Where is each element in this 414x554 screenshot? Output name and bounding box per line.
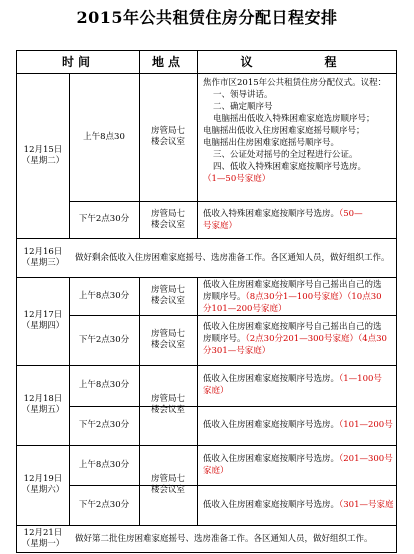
date-label: 12月17日	[23, 310, 63, 320]
agenda-highlight: 家庭）	[203, 466, 229, 476]
header-agenda: 议 程	[240, 54, 353, 69]
date-dec-18	[17, 365, 69, 445]
agenda-line: 四、低收入特殊困难家庭按顺序号选房。	[213, 162, 367, 172]
agenda-text: 低收入住房困难家庭按顺序号自己摇出自己的选	[203, 280, 382, 290]
time-dec19-am: 上午8点30分	[78, 459, 130, 470]
weekday-label: （星期四）	[21, 321, 65, 331]
schedule-table	[16, 50, 397, 553]
agenda-dec16: 做好剩余低收入住房困难家庭摇号、选房准备工作。各区通知人员，做好组织工作。	[75, 253, 390, 263]
agenda-text: 低收入住房困难家庭按顺序号选房。	[203, 420, 340, 430]
date-label: 12月18日	[23, 394, 63, 404]
agenda-dec18-am	[203, 373, 393, 397]
place-dec15-pm: 房管局七楼会议室	[150, 208, 185, 230]
time-dec15-am: 上午8点30	[83, 131, 125, 142]
agenda-line: 三、公证处对摇号的全过程进行公证。	[213, 150, 358, 160]
agenda-text: 低收入住房困难家庭按顺序号选房。	[203, 500, 340, 510]
agenda-text: 房顺序号。	[203, 292, 246, 302]
agenda-dec21: 做好第二批住房困难家庭摇号、选房准备工作。各区通知人员，做好组织工作。	[75, 534, 373, 544]
time-dec17-pm: 下午2点30分	[78, 334, 130, 345]
agenda-line: 二、确定顺序号	[213, 102, 273, 112]
page-title: 2015年公共租赁住房分配日程安排	[76, 8, 338, 27]
date-dec-15	[17, 73, 69, 238]
agenda-line: 一、领导讲话。	[213, 90, 273, 100]
agenda-highlight: 分101—200号家庭）	[203, 304, 287, 314]
agenda-dec15-pm	[203, 208, 393, 232]
agenda-highlight: （1—50号家庭）	[203, 174, 271, 184]
col-divider	[197, 51, 198, 238]
date-dec-21	[17, 525, 69, 552]
agenda-highlight: （8点30分1—100号家庭）（10点30	[245, 292, 382, 302]
header-time: 时间	[61, 54, 94, 69]
place-dec17-am: 房管局七楼会议室	[150, 285, 185, 306]
time-dec18-am: 上午8点30分	[78, 380, 130, 390]
time-dec15-pm: 下午2点30分	[78, 214, 130, 224]
agenda-highlight: 号家庭）	[203, 221, 238, 231]
date-dec-19	[17, 445, 69, 525]
agenda-text: 房顺序号。	[203, 334, 246, 344]
date-label: 12月16日	[23, 246, 63, 257]
col-divider	[197, 277, 198, 525]
row-divider	[17, 525, 396, 526]
header-place: 地点	[151, 54, 184, 69]
agenda-text: 低收入住房困难家庭按顺序号自己摇出自己的选	[203, 322, 382, 332]
weekday-label: （星期五）	[21, 405, 65, 415]
agenda-highlight: （2点30分201—300号家庭）（4点30	[245, 334, 387, 344]
agenda-dec19-am	[203, 453, 393, 477]
date-dec-17	[17, 277, 69, 365]
row-divider	[17, 238, 396, 239]
place-dec15-am: 房管局七楼会议室	[150, 126, 185, 147]
agenda-line: 焦作市区2015年公共租赁住房分配仪式。议程：	[203, 78, 387, 88]
weekday-label: （星期一）	[21, 538, 65, 549]
agenda-highlight: 家庭）	[203, 386, 229, 396]
place-dec19: 房管局七楼会议室	[150, 474, 185, 495]
agenda-dec15-am	[203, 77, 393, 185]
time-dec17-am: 上午8点30分	[78, 290, 130, 301]
agenda-highlight: （1—100号	[339, 374, 382, 384]
date-label: 12月19日	[23, 474, 63, 484]
agenda-text: 低收入住房困难家庭按顺序号选房。	[203, 374, 340, 384]
date-label: 12月15日	[23, 144, 63, 155]
agenda-dec18-pm	[203, 419, 393, 431]
agenda-text: 低收入住房困难家庭按顺序号选房。	[203, 454, 340, 464]
agenda-highlight: （301—号家庭	[339, 500, 394, 510]
weekday-label: （星期三）	[21, 257, 65, 268]
agenda-dec17-pm	[203, 321, 393, 357]
weekday-label: （星期六）	[21, 485, 65, 495]
time-dec19-pm: 下午2点30分	[78, 499, 130, 510]
date-label: 12月21日	[23, 527, 63, 538]
weekday-label: （星期二）	[21, 155, 65, 166]
agenda-dec19-pm	[203, 499, 393, 511]
agenda-line: 电脑摇出低收入住房困难家庭摇号顺序号；	[203, 126, 365, 136]
agenda-text: 低收入特殊困难家庭按顺序号选房。	[203, 209, 340, 219]
place-dec17-pm: 房管局七楼会议室	[150, 329, 185, 350]
agenda-highlight: （201—300号	[339, 454, 393, 464]
agenda-highlight: （50—	[339, 209, 363, 219]
agenda-dec17-am	[203, 279, 393, 315]
place-dec18: 房管局七楼会议室	[150, 394, 185, 415]
time-dec18-pm: 下午2点30分	[78, 420, 130, 430]
agenda-line: 电脑摇出住房困难家庭摇号顺序号。	[203, 138, 340, 148]
agenda-highlight: （101—200号	[339, 420, 393, 430]
agenda-line: 电脑摇出低收入特殊困难家庭选房顺序号；	[213, 114, 375, 124]
date-dec-16	[17, 238, 69, 277]
agenda-highlight: 分301—号家庭）	[203, 346, 271, 356]
